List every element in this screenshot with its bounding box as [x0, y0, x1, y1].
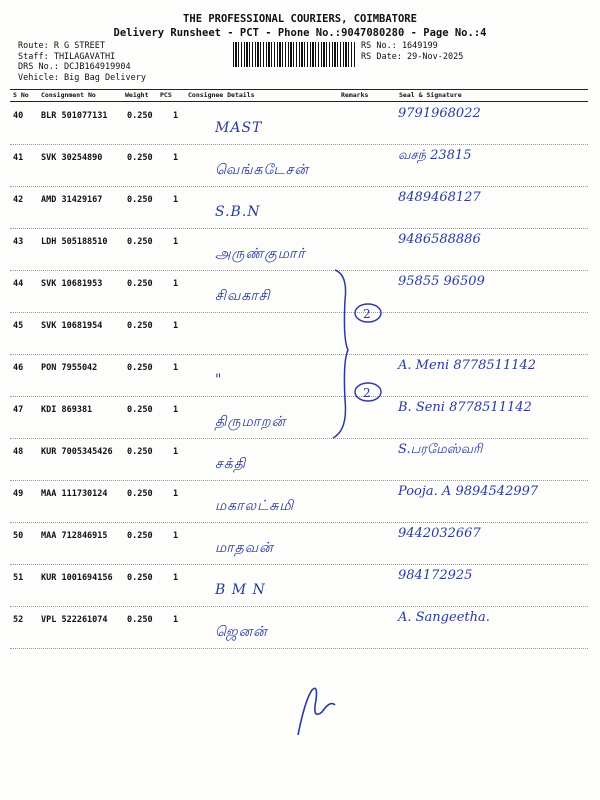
row-consignee: வெங்கடேசன் [215, 162, 309, 178]
row-consignment-no: SVK 10681954 [41, 321, 103, 331]
rs-no-text: RS No.: 1649199 [361, 41, 438, 51]
drs-text: DRS No.: DCJB164919904 [18, 62, 131, 72]
company-name: THE PROFESSIONAL COURIERS, COIMBATORE [183, 13, 417, 25]
row-consignee: ஜெனன் [215, 624, 268, 640]
row-consignee: திருமாறன் [215, 414, 287, 430]
row-consignment-no: SVK 10681953 [41, 279, 103, 289]
row-pcs: 1 [173, 615, 179, 625]
vehicle-text: Vehicle: Big Bag Delivery [18, 72, 146, 83]
row-sno: 51 [13, 573, 24, 583]
row-pcs: 1 [173, 573, 179, 583]
row-sno: 43 [13, 237, 24, 247]
row-pcs: 1 [173, 195, 179, 205]
row-weight: 0.250 [127, 237, 153, 247]
row-weight: 0.250 [127, 279, 153, 289]
row-sno: 44 [13, 279, 24, 289]
staff-text: Staff: THILAGAVATHI [18, 51, 116, 62]
row-weight: 0.250 [127, 489, 153, 499]
row-sno: 41 [13, 153, 24, 163]
remark-mark-1: 2 [363, 307, 371, 321]
row-consignee: " [215, 372, 223, 388]
row-pcs: 1 [173, 237, 179, 247]
route-text: Route: R G STREET [18, 41, 105, 51]
row-consignment-no: KUR 1001694156 [41, 573, 113, 583]
row-consignee: அருண்குமார் [215, 246, 306, 262]
row-consignee: B M N [215, 582, 266, 598]
row-pcs: 1 [173, 405, 179, 415]
row-consignment-no: PON 7955042 [41, 363, 98, 373]
row-weight: 0.250 [127, 447, 153, 457]
row-signature: Pooja. A 9894542997 [398, 484, 539, 499]
col-sno: S No [13, 91, 29, 99]
row-sno: 49 [13, 489, 24, 499]
remark-mark-2: 2 [363, 386, 371, 400]
col-weight: Weight [125, 91, 149, 99]
col-seal: Seal & Signature [399, 91, 462, 99]
row-weight: 0.250 [127, 363, 153, 373]
col-pcs: PCS [160, 91, 172, 99]
row-consignee: மகாலட்சுமி [215, 498, 295, 514]
row-pcs: 1 [173, 531, 179, 541]
row-consignment-no: VPL 522261074 [41, 615, 108, 625]
row-pcs: 1 [173, 153, 179, 163]
row-sno: 47 [13, 405, 24, 415]
row-pcs: 1 [173, 489, 179, 499]
row-consignment-no: AMD 31429167 [41, 195, 103, 205]
row-signature: 9791968022 [398, 106, 481, 121]
row-signature: S.பரமேஸ்வரி [398, 442, 483, 457]
row-consignment-no: MAA 712846915 [41, 531, 108, 541]
row-signature: B. Seni 8778511142 [398, 400, 532, 415]
col-consignment: Consignment No [41, 91, 96, 99]
runsheet-title: Delivery Runsheet - PCT - Phone No.:9047080280 - Page No.:4 [113, 27, 487, 39]
row-pcs: 1 [173, 111, 179, 121]
row-sno: 40 [13, 111, 24, 121]
row-weight: 0.250 [127, 195, 153, 205]
row-sno: 45 [13, 321, 24, 331]
row-sno: 42 [13, 195, 24, 205]
row-weight: 0.250 [127, 405, 153, 415]
col-remarks: Remarks [341, 91, 369, 99]
row-signature: 9486588886 [398, 232, 481, 247]
row-consignee: சக்தி [215, 456, 247, 472]
row-sno: 50 [13, 531, 24, 541]
row-weight: 0.250 [127, 321, 153, 331]
row-consignee: சிவகாசி [215, 288, 271, 304]
row-consignment-no: BLR 501077131 [41, 111, 108, 121]
row-consignment-no: KUR 7005345426 [41, 447, 113, 457]
row-pcs: 1 [173, 363, 179, 373]
row-pcs: 1 [173, 321, 179, 331]
col-consignee: Consignee Details [188, 91, 255, 99]
row-signature: 984172925 [398, 568, 473, 583]
row-consignee: மாதவன் [215, 540, 274, 556]
rs-date-text: RS Date: 29-Nov-2025 [361, 51, 464, 62]
row-pcs: 1 [173, 279, 179, 289]
row-signature: A. Meni 8778511142 [398, 358, 537, 373]
row-consignee: MAST [215, 120, 263, 136]
row-consignment-no: MAA 111730124 [41, 489, 108, 499]
row-consignment-no: LDH 505188510 [41, 237, 108, 247]
row-signature: A. Sangeetha. [398, 610, 490, 625]
row-signature: 95855 96509 [398, 274, 485, 289]
row-consignee: S.B.N [215, 204, 261, 220]
row-weight: 0.250 [127, 111, 153, 121]
row-sno: 52 [13, 615, 24, 625]
row-sno: 48 [13, 447, 24, 457]
row-pcs: 1 [173, 447, 179, 457]
row-consignment-no: SVK 30254890 [41, 153, 103, 163]
row-signature: 9442032667 [398, 526, 481, 541]
row-weight: 0.250 [127, 615, 153, 625]
row-consignment-no: KDI 869381 [41, 405, 93, 415]
row-signature: 8489468127 [398, 190, 481, 205]
row-sno: 46 [13, 363, 24, 373]
staff-signature [298, 688, 335, 735]
row-weight: 0.250 [127, 153, 153, 163]
row-weight: 0.250 [127, 531, 153, 541]
row-signature: வசந் 23815 [398, 148, 472, 163]
bracket-mark [333, 270, 348, 438]
row-weight: 0.250 [127, 573, 153, 583]
